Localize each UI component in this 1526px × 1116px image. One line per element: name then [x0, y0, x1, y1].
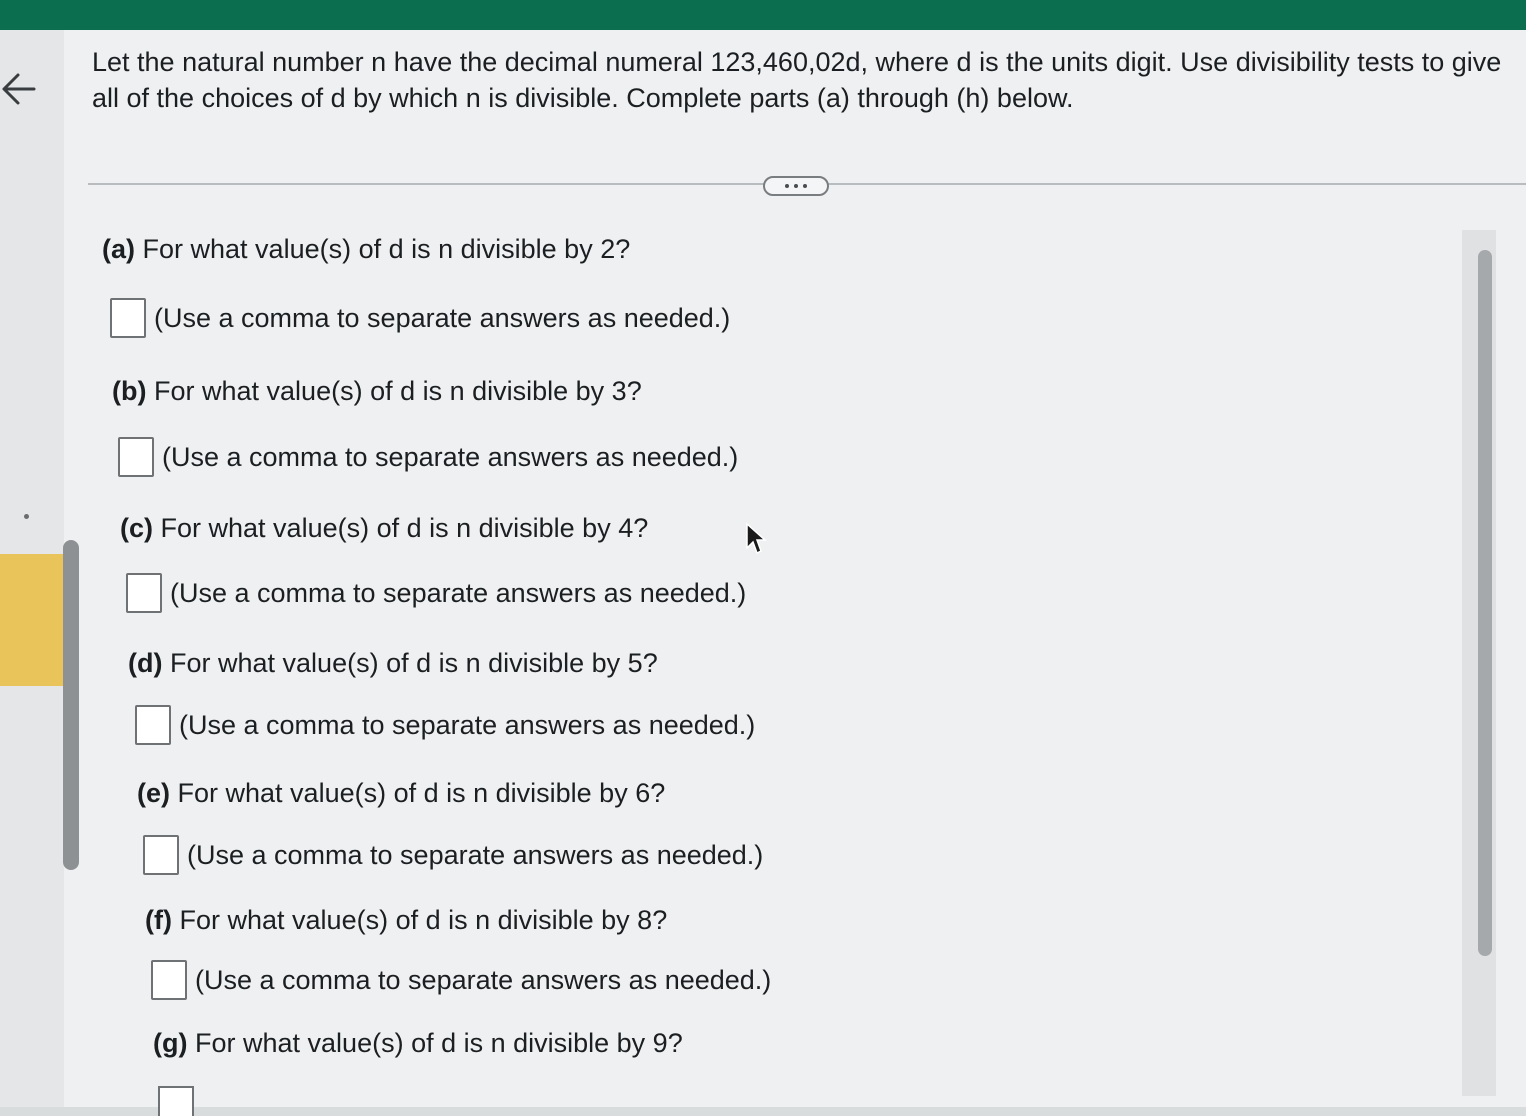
- part-d-text: For what value(s) of d is n divisible by 5?: [170, 648, 658, 678]
- part-d-answer-input[interactable]: [135, 705, 171, 745]
- part-g-answer-input[interactable]: [158, 1086, 194, 1116]
- part-a-label: (a): [102, 234, 135, 264]
- right-scrollbar[interactable]: [1478, 250, 1492, 956]
- part-e-text: For what value(s) of d is n divisible by 6?: [177, 778, 666, 808]
- part-g-question: [153, 1026, 683, 1060]
- dot-marker: [24, 514, 29, 519]
- part-c-label: (c): [120, 513, 153, 543]
- part-f-text: For what value(s) of d is n divisible by 8?: [179, 905, 668, 935]
- part-c-text: For what value(s) of d is n divisible by 4?: [160, 513, 649, 543]
- highlight-tab[interactable]: [0, 554, 64, 686]
- part-b-question: [112, 374, 642, 408]
- part-e-answer-input[interactable]: [143, 835, 179, 875]
- part-e-question: [137, 776, 665, 810]
- part-d-hint: (Use a comma to separate answers as needed.): [179, 710, 756, 740]
- back-arrow-icon[interactable]: [0, 64, 40, 114]
- top-bar: [0, 0, 1526, 30]
- part-b-text: For what value(s) of d is n divisible by 3?: [154, 376, 642, 406]
- part-f-answer-input[interactable]: [151, 960, 187, 1000]
- part-c-answer-row: [126, 573, 746, 613]
- part-e-answer-row: [143, 835, 763, 875]
- part-d-label: (d): [128, 648, 163, 678]
- part-a-answer-row: [110, 298, 730, 338]
- part-d-answer-row: [135, 705, 755, 745]
- left-scrollbar[interactable]: [63, 540, 79, 870]
- part-b-answer-row: [118, 437, 738, 477]
- part-a-question: [102, 232, 630, 266]
- part-d-question: [128, 646, 658, 680]
- question-text: Let the natural number n have the decimal numeral 123,460,02d, where d is the units digit. Use divisibility tests to give all of the choices of d by which n is divisible. Complete parts (a) through (h) below.: [92, 47, 1502, 113]
- ellipsis-icon: [803, 184, 807, 188]
- part-f-label: (f): [145, 905, 172, 935]
- part-c-hint: (Use a comma to separate answers as needed.): [170, 578, 747, 608]
- more-options-button[interactable]: [763, 176, 829, 196]
- part-f-answer-row: [151, 960, 771, 1000]
- part-e-hint: (Use a comma to separate answers as needed.): [187, 840, 764, 870]
- part-a-hint: (Use a comma to separate answers as needed.): [154, 303, 731, 333]
- part-f-hint: (Use a comma to separate answers as needed.): [195, 965, 772, 995]
- ellipsis-icon: [785, 184, 789, 188]
- ellipsis-icon: [794, 184, 798, 188]
- part-c-question: [120, 511, 648, 545]
- part-e-label: (e): [137, 778, 170, 808]
- part-g-text: For what value(s) of d is n divisible by 9?: [195, 1028, 683, 1058]
- part-b-hint: (Use a comma to separate answers as needed.): [162, 442, 739, 472]
- part-c-answer-input[interactable]: [126, 573, 162, 613]
- mouse-pointer-icon: [745, 522, 767, 556]
- part-g-label: (g): [153, 1028, 188, 1058]
- part-b-answer-input[interactable]: [118, 437, 154, 477]
- part-f-question: [145, 903, 667, 937]
- part-a-answer-input[interactable]: [110, 298, 146, 338]
- part-b-label: (b): [112, 376, 147, 406]
- part-a-text: For what value(s) of d is n divisible by 2?: [142, 234, 631, 264]
